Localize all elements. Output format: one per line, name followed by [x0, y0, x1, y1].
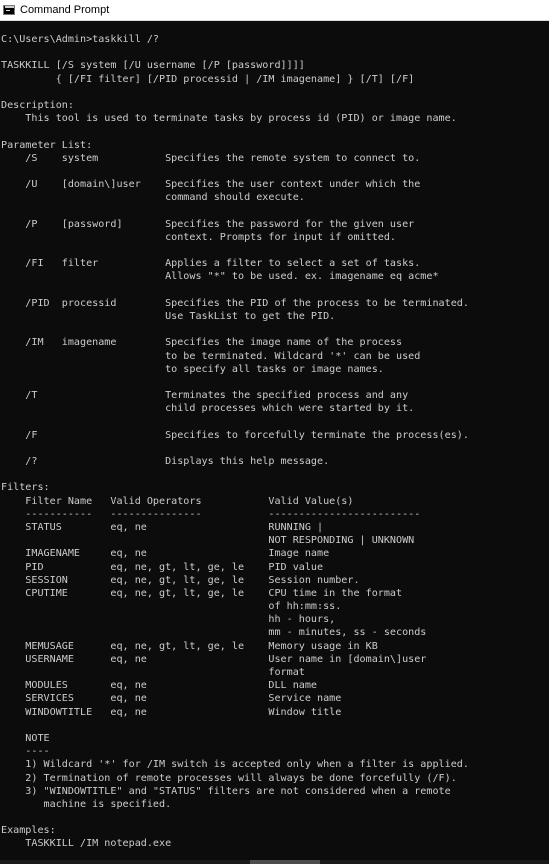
console-line: hh - hours,	[1, 614, 336, 626]
console-line	[1, 415, 549, 428]
console-line: Examples:	[1, 825, 56, 837]
console-line	[1, 442, 549, 455]
console-line: /U [domain\]user Specifies the user context under which the	[1, 179, 421, 191]
console-line: SESSION eq, ne, gt, lt, ge, le Session number.	[1, 574, 360, 586]
console-line: child processes which were started by it.	[1, 403, 415, 415]
console-line: SERVICES eq, ne Service name	[1, 693, 342, 705]
console-line: Allows "*" to be used. ex. imagename eq acme*	[1, 271, 439, 283]
console-line: Filter Name Valid Operators Valid Value(s)	[1, 495, 354, 507]
console-line	[1, 719, 549, 732]
console-line: /P [password] Specifies the password for the given user	[1, 218, 415, 230]
console-line: NOT RESPONDING | UNKNOWN	[1, 535, 415, 547]
console-line: ----------- --------------- -------------------------	[1, 508, 421, 520]
console-line: ----	[1, 746, 50, 758]
title-bar[interactable]	[0, 0, 549, 21]
console-line	[1, 86, 549, 99]
console-line: to specify all tasks or image names.	[1, 363, 384, 375]
console-line	[1, 165, 549, 178]
horizontal-scrollbar[interactable]	[0, 860, 549, 864]
console-line: Filters:	[1, 482, 50, 494]
console-line	[1, 46, 549, 59]
console-line: { [/FI filter] [/PID processid | /IM imagename] } [/T] [/F]	[1, 73, 415, 85]
console-line: CPUTIME eq, ne, gt, lt, ge, le CPU time in the format	[1, 587, 403, 599]
console-line: USERNAME eq, ne User name in [domain\]user	[1, 653, 427, 665]
console-line: mm - minutes, ss - seconds	[1, 627, 427, 639]
console-line: of hh:mm:ss.	[1, 601, 342, 613]
console-line: Use TaskList to get the PID.	[1, 310, 336, 322]
console-line: /FI filter Applies a filter to select a set of tasks.	[1, 258, 421, 270]
console-line: /IM imagename Specifies the image name of the process	[1, 337, 403, 349]
console-line: 2) Termination of remote processes will always be done forcefully (/F).	[1, 772, 457, 784]
console-line: format	[1, 667, 305, 678]
console-line	[1, 323, 549, 336]
console-line: /PID processid Specifies the PID of the process to be terminated.	[1, 297, 469, 309]
console-line: TASKKILL [/S system [/U username [/P [password]]]]	[1, 60, 305, 72]
console-line	[1, 204, 549, 217]
console-line: C:\Users\Admin>taskkill /?	[1, 34, 160, 45]
console-line: 3) "WINDOWTITLE" and "STATUS" filters are not considered when a remote	[1, 785, 451, 797]
console-line	[1, 284, 549, 297]
console-line: MODULES eq, ne DLL name	[1, 680, 318, 692]
console-line: TASKKILL /IM notepad.exe	[1, 838, 172, 850]
console-line	[1, 468, 549, 481]
scrollbar-thumb[interactable]	[250, 860, 320, 864]
console-line: 1) Wildcard '*' for /IM switch is accepted only when a filter is applied.	[1, 759, 469, 771]
console-line: STATUS eq, ne RUNNING |	[1, 521, 324, 533]
console-line: IMAGENAME eq, ne Image name	[1, 548, 330, 560]
console-line: NOTE	[1, 732, 50, 744]
console-line	[1, 811, 549, 824]
console-line	[1, 125, 549, 138]
console-line: /? Displays this help message.	[1, 456, 330, 467]
console-line: WINDOWTITLE eq, ne Window title	[1, 706, 342, 718]
console-output[interactable]	[0, 21, 549, 864]
cmd-icon	[3, 5, 15, 15]
console-line: /T Terminates the specified process and any	[1, 390, 409, 402]
console-line: Description:	[1, 99, 74, 111]
console-line: MEMUSAGE eq, ne, gt, lt, ge, le Memory usage in KB	[1, 640, 378, 652]
console-line: context. Prompts for input if omitted.	[1, 231, 397, 243]
console-line: Parameter List:	[1, 139, 93, 151]
window-title: Command Prompt	[20, 4, 110, 16]
console-line: This tool is used to terminate tasks by process id (PID) or image name.	[1, 113, 457, 125]
console-line	[1, 376, 549, 389]
console-line: /S system Specifies the remote system to connect to.	[1, 152, 421, 164]
console-line: /F Specifies to forcefully terminate the process(es).	[1, 429, 469, 441]
console-line	[1, 244, 549, 257]
console-line: to be terminated. Wildcard '*' can be used	[1, 350, 421, 362]
console-line: machine is specified.	[1, 798, 172, 810]
console-line: PID eq, ne, gt, lt, ge, le PID value	[1, 561, 324, 573]
console-line: command should execute.	[1, 192, 305, 204]
